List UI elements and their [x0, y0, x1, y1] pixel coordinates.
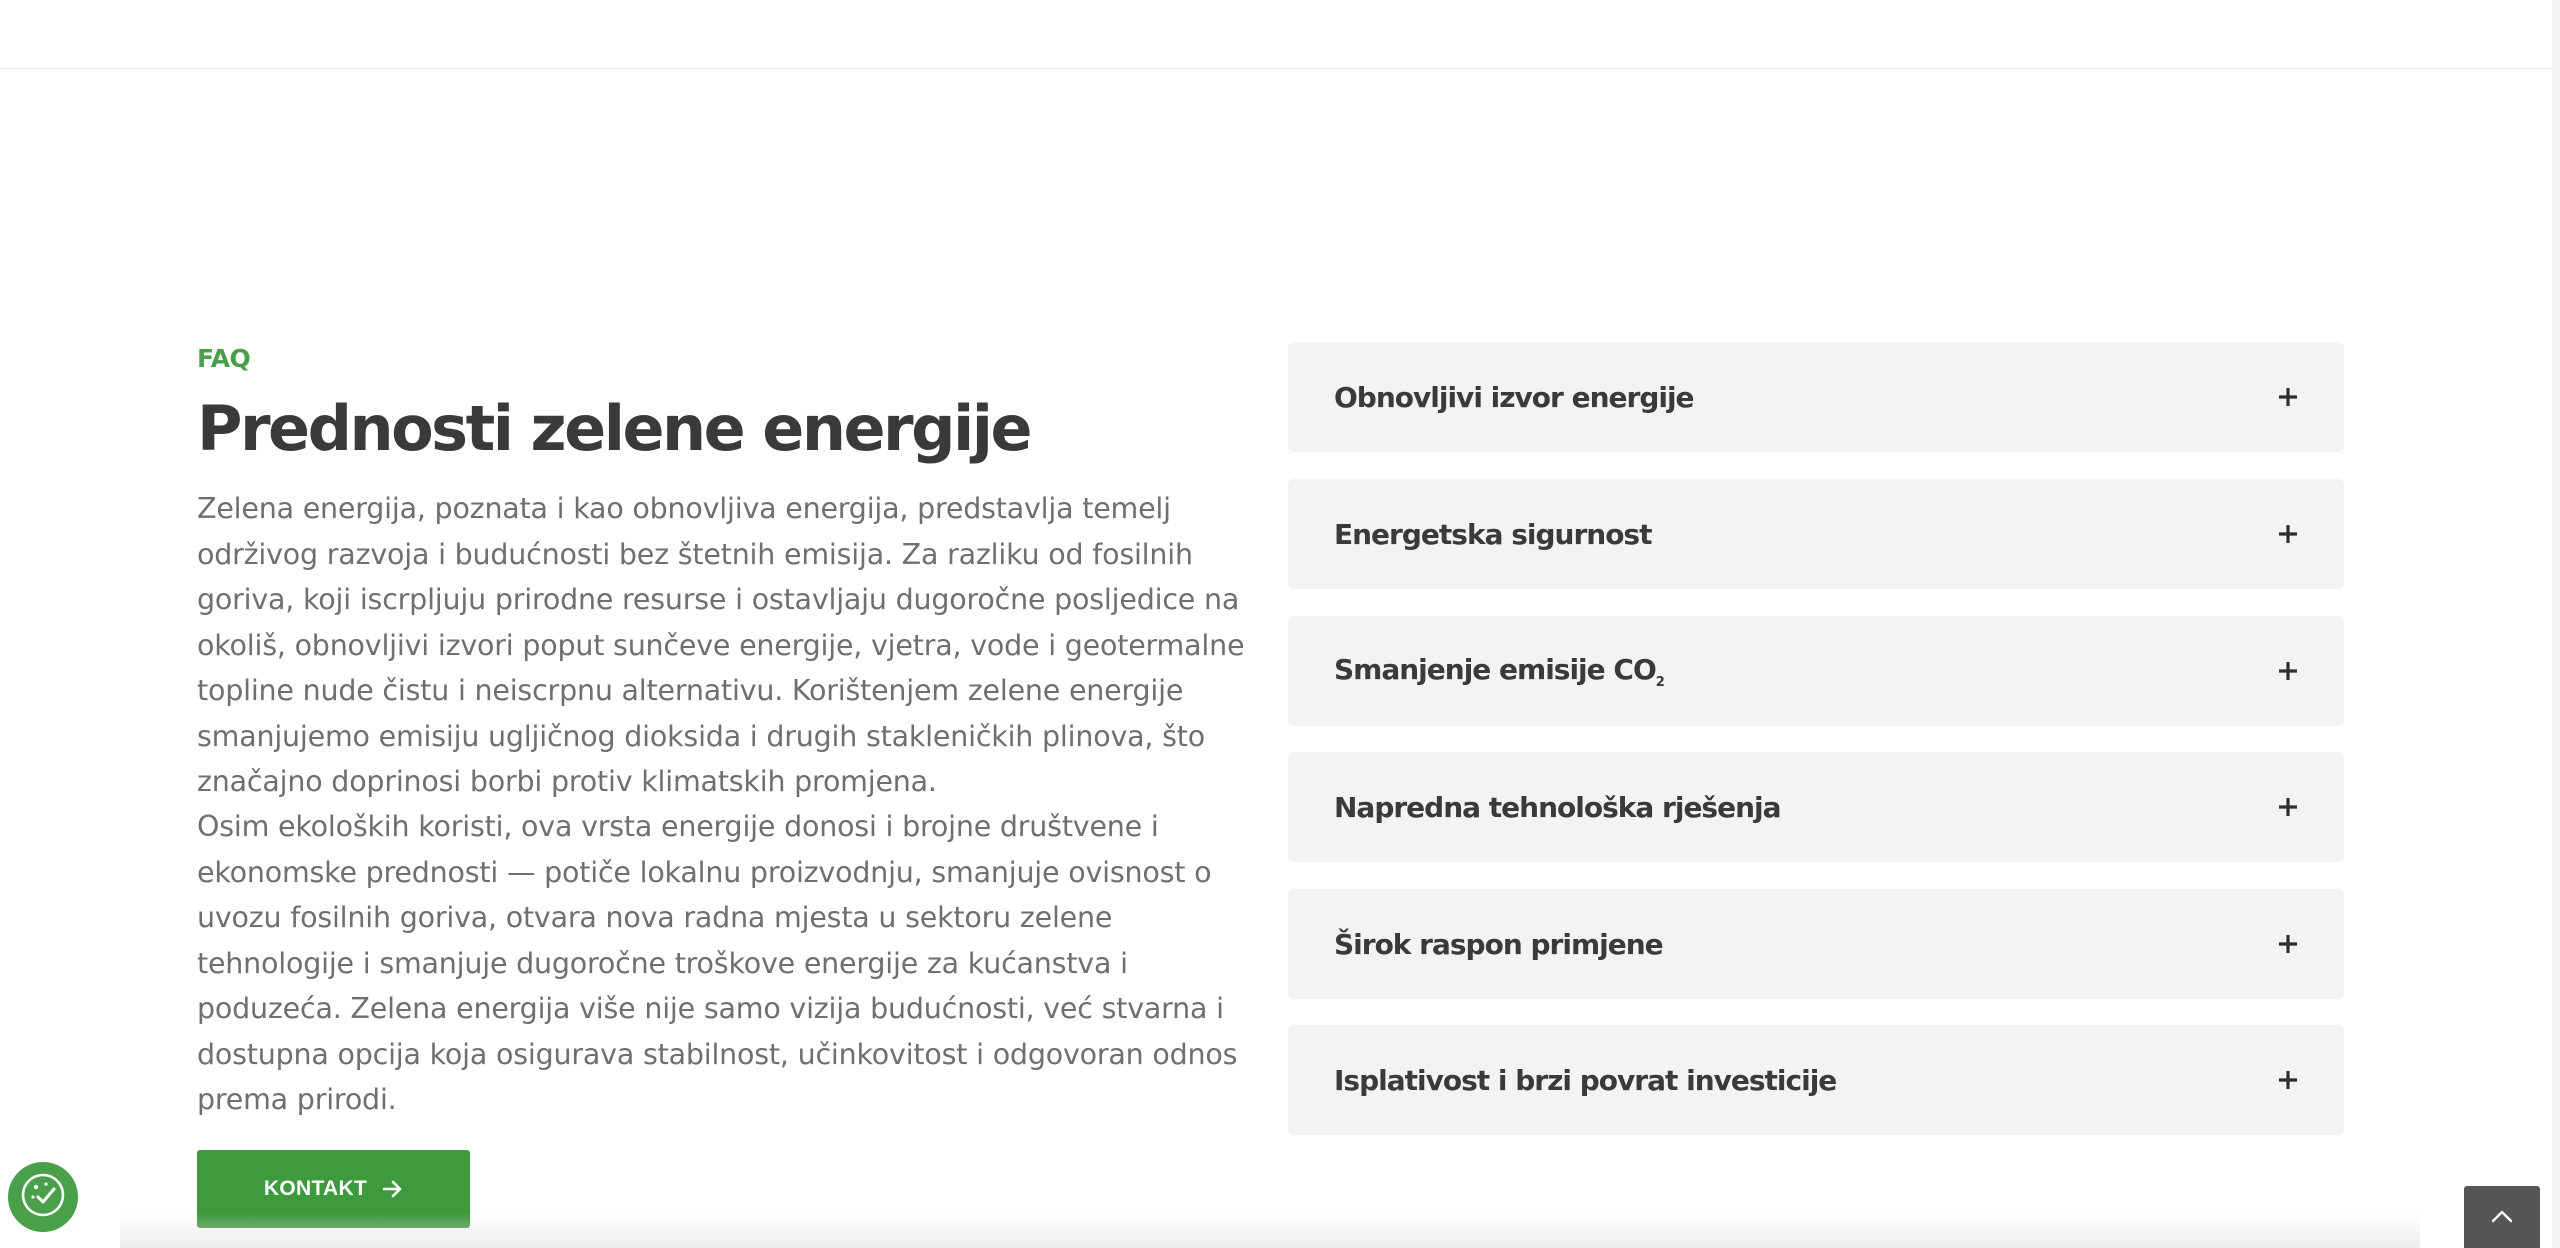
back-to-top-button[interactable] — [2464, 1186, 2540, 1248]
intro-paragraph-1: Zelena energija, poznata i kao obnovljiva energija, predstavlja temelj održivog razvoja i budućnosti bez štetnih emisija. Za razliku od fosilnih goriva, koji iscrpljuju prirodne resurse i ostavljaju dugoročne posljedice na okoliš, obnovljivi izvori poput sunčeve energije, vjetra, vode i geotermalne topline nude čistu i neiscrpnu alternativu. Korištenjem zelene energije smanjujemo emisiju ugljičnog dioksida i drugih stakleničkih plinova, što značajno doprinosi borbi protiv klimatskih promjena. — [197, 492, 1245, 798]
cookie-consent-icon — [18, 1170, 68, 1224]
cookie-consent-button[interactable] — [8, 1162, 78, 1232]
faq-question-subscript: 2 — [1655, 674, 1664, 690]
faq-question-text: Smanjenje emisije CO — [1334, 652, 1656, 686]
plus-icon[interactable] — [2278, 934, 2298, 954]
chevron-up-icon — [2491, 1208, 2513, 1227]
faq-question: Energetska sigurnost — [1334, 517, 1652, 551]
kontakt-button-label: KONTAKT — [263, 1177, 368, 1200]
plus-icon[interactable] — [2278, 661, 2298, 681]
faq-question: Obnovljivi izvor energije — [1334, 380, 1694, 414]
site-header — [0, 0, 2552, 69]
faq-question: Napredna tehnološka rješenja — [1334, 790, 1781, 824]
arrow-right-icon — [383, 1180, 403, 1198]
faq-item-napredna-rjesenja[interactable] — [1288, 752, 2344, 862]
plus-icon[interactable] — [2278, 797, 2298, 817]
faq-question: Isplativost i brzi povrat investicije — [1334, 1063, 1837, 1097]
faq-item-energetska-sigurnost[interactable] — [1288, 479, 2344, 589]
section-eyebrow: FAQ — [197, 344, 251, 373]
faq-question — [1334, 653, 1664, 690]
faq-item-obnovljivi-izvor[interactable] — [1288, 342, 2344, 452]
plus-icon[interactable] — [2278, 1070, 2298, 1090]
plus-icon[interactable] — [2278, 387, 2298, 407]
faq-item-smanjenje-emisije[interactable] — [1288, 616, 2344, 726]
kontakt-button[interactable] — [197, 1150, 470, 1228]
faq-item-sirok-raspon[interactable] — [1288, 889, 2344, 999]
plus-icon[interactable] — [2278, 524, 2298, 544]
faq-item-isplativost[interactable] — [1288, 1025, 2344, 1135]
faq-question: Širok raspon primjene — [1334, 927, 1663, 961]
intro-paragraph-2: Osim ekoloških koristi, ova vrsta energije donosi i brojne društvene i ekonomske prednosti — potiče lokalnu proizvodnju, smanjuje ovisnost o uvozu fosilnih goriva, otvara nova radna mjesta u sektoru zelene tehnologije i smanjuje dugoročne troškove energije za kućanstva i poduzeća. Zelena energija više nije samo vizija budućnosti, već stvarna i dostupna opcija koja osigurava stabilnost, učinkovitost i odgovoran odnos prema prirodi. — [197, 810, 1238, 1116]
page-title: Prednosti zelene energije — [197, 392, 1031, 465]
page-scrollbar[interactable] — [2552, 0, 2560, 1248]
